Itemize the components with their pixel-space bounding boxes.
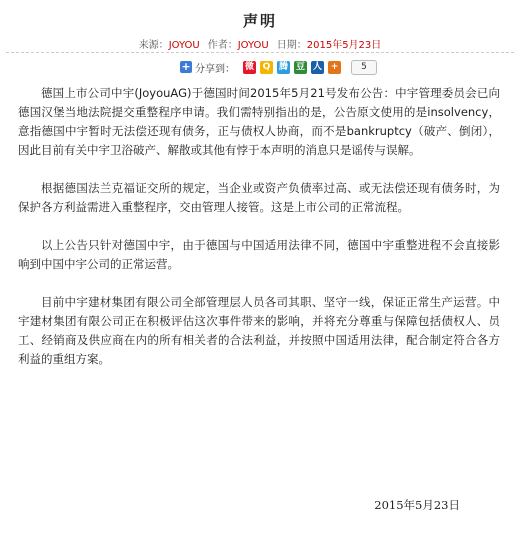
qzone-icon[interactable]: Q: [260, 61, 273, 74]
signature-date: 2015年5月23日: [374, 498, 460, 512]
renren-icon[interactable]: 人: [312, 61, 322, 72]
article-meta: [0, 36, 520, 51]
share-plus-icon[interactable]: +: [181, 60, 191, 73]
more-icon[interactable]: +: [328, 61, 341, 74]
paragraph-3: 以上公告只针对德国中宇，由于德国与中国适用法律不同，德国中宇重整进程不会直接影响到中国中宇公司的正常运营。: [18, 238, 500, 271]
paragraph-4: 目前中宇建材集团有限公司全部管理层人员各司其职、坚守一线，保证正常生产运营。中宇建材集团有限公司正在积极评估这次事件带来的影响，并将充分尊重与保障包括债权人、员工、经销商及供应商在内的所有相关者的合法利益，并按照中国适用法律，配合制定符合各方利益的重组方案。: [18, 295, 500, 366]
source-label: 来源：: [138, 40, 169, 51]
paragraph-2: 根据德国法兰克福证交所的规定，当企业或资产负债率过高、或无法偿还现有债务时，为保护各方利益需进入重整程序，交由管理人接管。这是上市公司的正常流程。: [18, 181, 500, 214]
author-label: 作者：: [207, 40, 238, 51]
article-content: [18, 84, 500, 388]
weibo-icon[interactable]: 微: [244, 61, 254, 72]
share-bar: [180, 59, 377, 75]
paragraph-1: 德国上市公司中宇(JoyouAG)于德国时间2015年5月21号发布公告：中宇管理委员会已向德国汉堡当地法院提交重整程序申请。我们需特别指出的是，公告原文使用的是insolvency，意指德国中宇暂时无法偿还现有债务，正与债权人协商，而不是bankruptcy（破产、倒闭），因此目前有关中宇卫浴破产、解散或其他有悖于本声明的消息只是谣传与误解。: [18, 86, 500, 157]
douban-icon[interactable]: 豆: [295, 61, 305, 72]
article-title: 声明: [242, 12, 277, 30]
share-label[interactable]: 分享到：: [195, 63, 235, 75]
author-value[interactable]: JOYOU: [237, 40, 269, 51]
header-divider: [6, 52, 514, 53]
date-label: 日期：: [276, 40, 307, 51]
date-value: 2015年5月23日: [306, 40, 382, 51]
source-value[interactable]: JOYOU: [168, 40, 200, 51]
tencent-weibo-icon[interactable]: 腾: [278, 61, 288, 72]
share-count[interactable]: 5: [351, 60, 377, 75]
